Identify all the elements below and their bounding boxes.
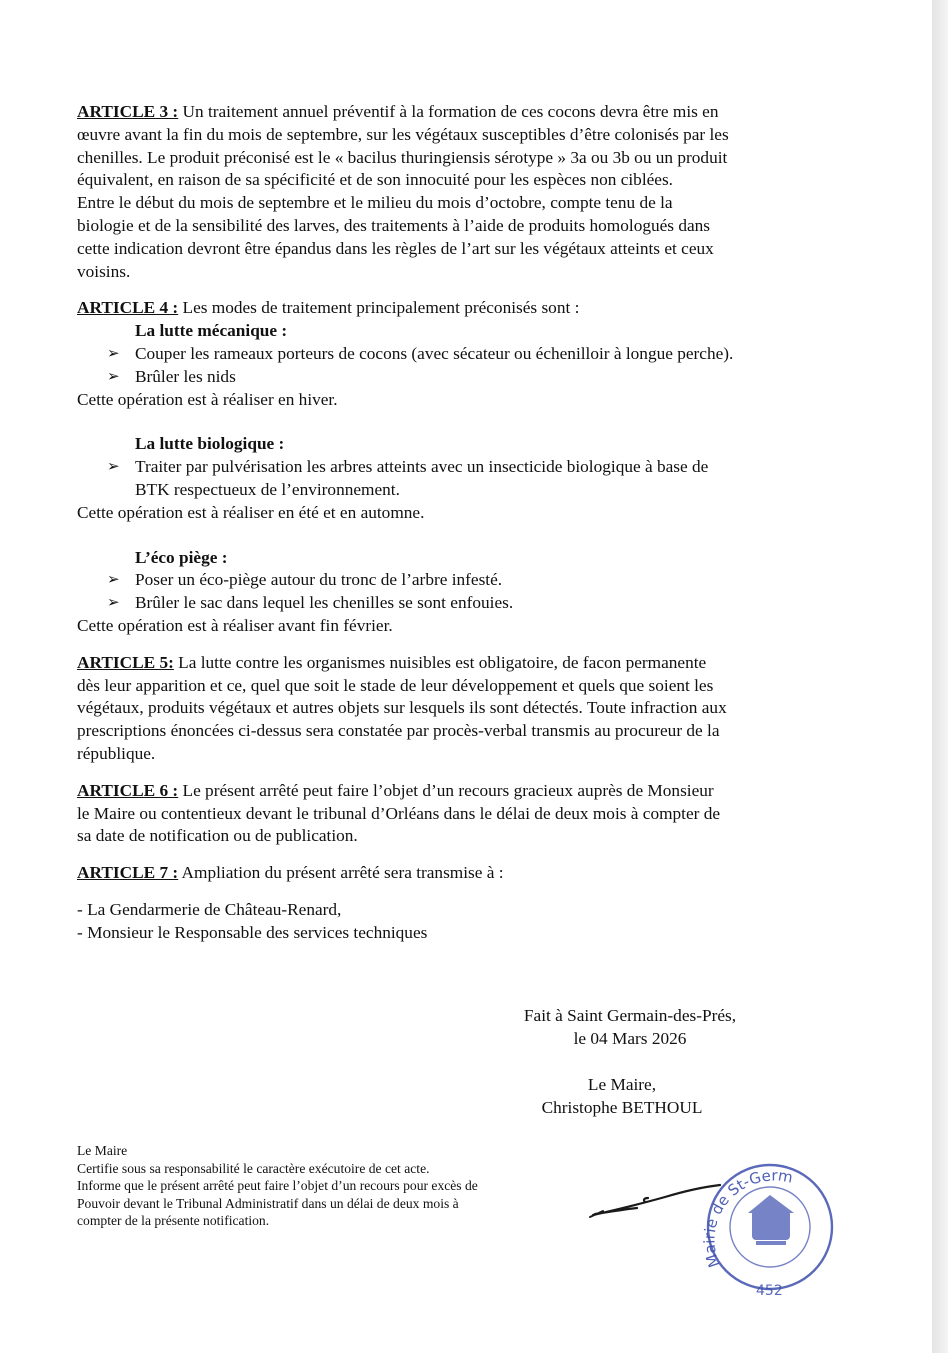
- recipient-item: - La Gendarmerie de Château-Renard,: [77, 899, 342, 919]
- article-5-line: dès leur apparition et ce, quel que soit le stade de leur développement et quels que soient les: [77, 675, 714, 695]
- article-6-label: ARTICLE 6 :: [77, 780, 179, 800]
- mecanique-title: La lutte mécanique :: [135, 321, 288, 341]
- signatory-title: Le Maire,: [587, 1075, 657, 1094]
- article-3: [77, 101, 837, 283]
- article-3-line: ARTICLE 3 : Un traitement annuel préventif à la formation de ces cocons devra être mis en: [77, 102, 719, 121]
- document-body: [77, 101, 837, 945]
- footer-line: Informe que le présent arrêté peut faire l’objet d’un recours pour excès de: [77, 1178, 478, 1193]
- article-3-line: biologie et de la sensibilité des larves, des traitements à l’aide de produits homologués dans: [77, 215, 711, 235]
- footer-certification: [77, 1142, 597, 1230]
- bullet-item: ➢ Traiter par pulvérisation les arbres atteints avec un insecticide biologique à base de: [77, 456, 837, 479]
- footer-line: Le Maire: [77, 1143, 128, 1158]
- article-3-line: équivalent, en raison de sa spécificité et de son innocuité pour les espèces non ciblées.: [77, 170, 674, 190]
- mairie-stamp-icon: [700, 1155, 850, 1305]
- arrow-bullet-icon: ➢: [107, 459, 120, 476]
- article-5-line: ARTICLE 5: La lutte contre les organismes nuisibles est obligatoire, de facon permanente: [77, 652, 707, 672]
- article-6-line: sa date de notification ou de publication.: [77, 826, 358, 846]
- article-3-label: ARTICLE 3 :: [77, 102, 179, 121]
- place-date-block: [480, 1004, 780, 1050]
- stamp-text: Mairie de St-Germ: [700, 1166, 795, 1270]
- article-3-line: chenilles. Le produit préconisé est le « bacilus thuringiensis sérotype » 3a ou 3b ou un produit: [77, 147, 728, 167]
- bullet-item: ➢ Poser un éco-piège autour du tronc de l’arbre infesté.: [77, 569, 837, 592]
- ecopiege-note: Cette opération est à réaliser avant fin février.: [77, 615, 393, 635]
- article-6-line: ARTICLE 6 : Le présent arrêté peut faire l’objet d’un recours gracieux auprès de Monsieur: [77, 780, 714, 800]
- footer-line: compter de la présente notification.: [77, 1213, 270, 1228]
- place-text: Fait à Saint Germain-des-Prés,: [523, 1006, 737, 1025]
- article-7-label: ARTICLE 7 :: [77, 863, 179, 883]
- arrow-bullet-icon: ➢: [107, 595, 120, 612]
- article-6-line: le Maire ou contentieux devant le tribunal d’Orléans dans le délai de deux mois à compter de: [77, 803, 721, 823]
- article-7: [77, 862, 837, 944]
- arrow-bullet-icon: ➢: [107, 368, 120, 385]
- biologique-note: Cette opération est à réaliser en été et en automne.: [77, 502, 425, 522]
- mecanique-note: Cette opération est à réaliser en hiver.: [77, 389, 338, 409]
- arrow-bullet-icon: ➢: [107, 572, 120, 589]
- bullet-item: ➢ Couper les rameaux porteurs de cocons (avec sécateur ou échenilloir à longue perche).: [77, 343, 837, 366]
- article-5-line: république.: [77, 743, 156, 763]
- recipient-item: - Monsieur le Responsable des services techniques: [77, 922, 428, 942]
- article-5-label: ARTICLE 5:: [77, 652, 174, 672]
- stamp-emblem: [748, 1195, 794, 1245]
- article-4: [77, 297, 837, 637]
- footer-line: Certifie sous sa responsabilité le caractère exécutoire de cet acte.: [77, 1160, 430, 1176]
- article-4-label: ARTICLE 4 :: [77, 298, 179, 318]
- article-6: [77, 780, 837, 848]
- article-3-line: œuvre avant la fin du mois de septembre, sur les végétaux susceptibles d’être colonisés par les: [77, 124, 729, 144]
- article-3-line: cette indication devront être épandus dans les règles de l’art sur les végétaux atteints et ceux: [77, 238, 714, 258]
- article-3-line: Entre le début du mois de septembre et le milieu du mois d’octobre, compte tenu de la: [77, 193, 673, 213]
- signatory-block: [472, 1073, 772, 1119]
- article-5: [77, 652, 837, 766]
- article-7-intro: ARTICLE 7 : Ampliation du présent arrêté sera transmise à :: [77, 863, 504, 883]
- ecopiege-title: L’éco piège :: [135, 547, 228, 567]
- stamp-code: 452: [756, 1283, 783, 1299]
- footer-line: Pouvoir devant le Tribunal Administratif dans un délai de deux mois à: [77, 1195, 459, 1211]
- biologique-title: La lutte biologique :: [135, 434, 285, 454]
- article-5-line: végétaux, produits végétaux et autres objets sur lesquels ils sont détectés. Toute infraction aux: [77, 698, 727, 718]
- page-edge: [932, 0, 948, 1353]
- article-5-line: prescriptions énoncées ci-dessus sera constatée par procès-verbal transmis au procureur de la: [77, 721, 720, 741]
- article-4-intro: ARTICLE 4 : Les modes de traitement principalement préconisés sont :: [77, 298, 580, 318]
- article-3-line: voisins.: [77, 261, 131, 281]
- bullet-item-continuation: BTK respectueux de l’environnement.: [135, 479, 400, 499]
- signatory-name: Christophe BETHOUL: [541, 1098, 703, 1117]
- bullet-item: ➢ Brûler les nids: [77, 366, 837, 389]
- arrow-bullet-icon: ➢: [107, 345, 120, 362]
- date-text: le 04 Mars 2026: [573, 1029, 687, 1048]
- bullet-item: ➢ Brûler le sac dans lequel les chenilles se sont enfouies.: [77, 592, 837, 615]
